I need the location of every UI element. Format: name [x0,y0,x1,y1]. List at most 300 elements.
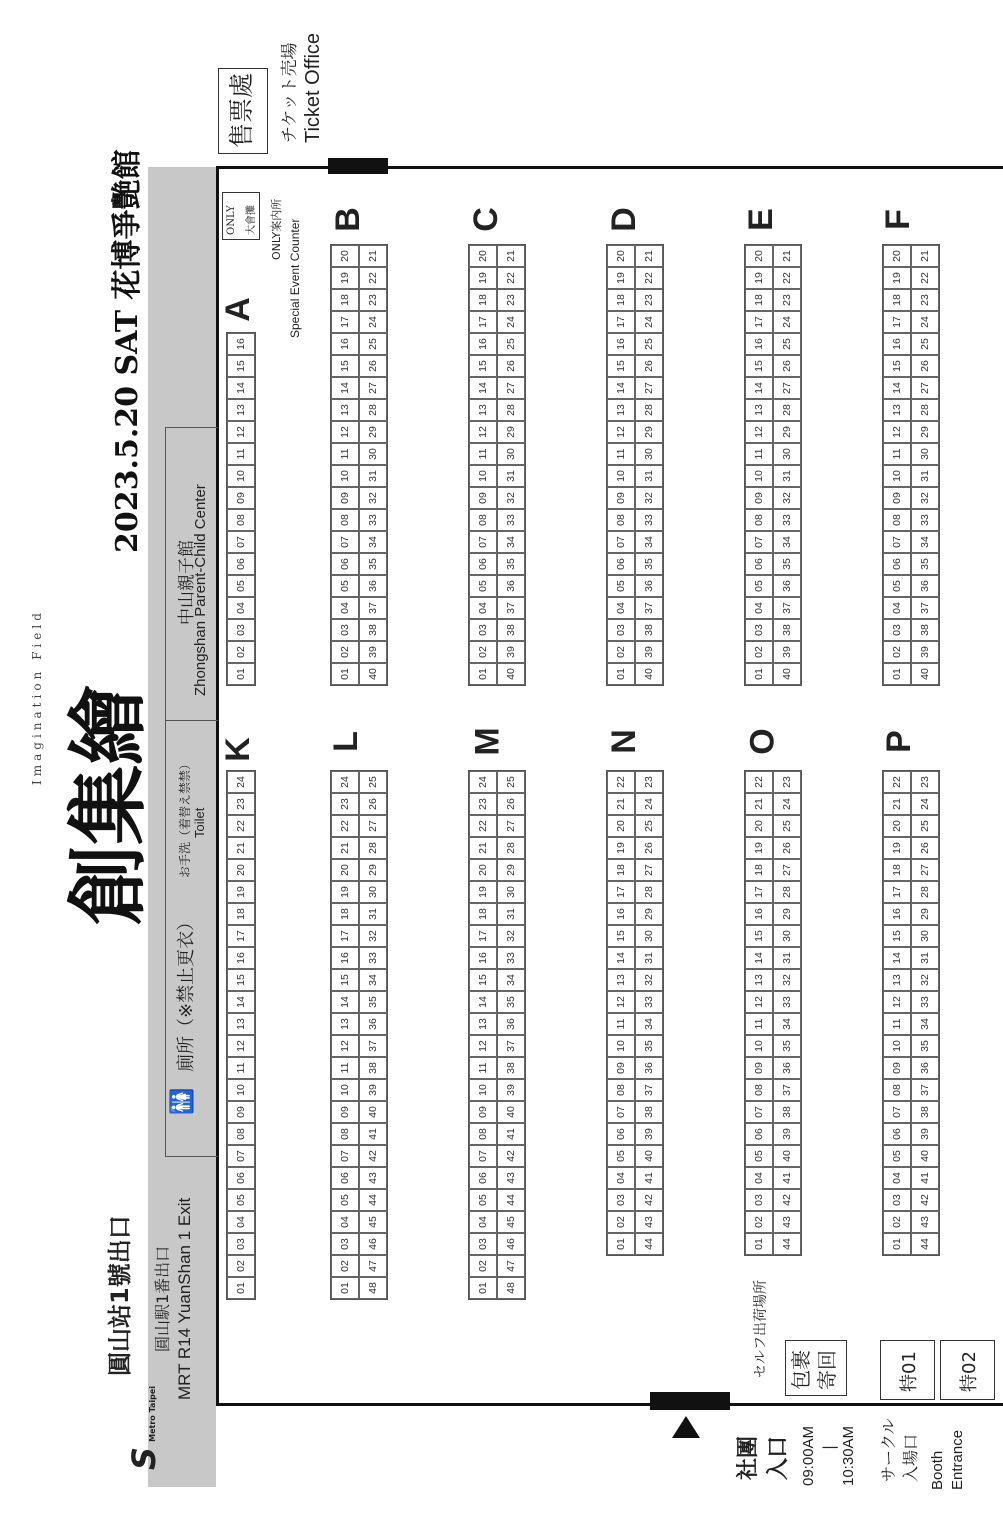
booth-cell[interactable]: 33 [911,509,939,531]
booth-cell[interactable]: 07 [331,531,359,553]
booth-cell[interactable]: 20 [883,815,911,837]
booth-cell[interactable]: 10 [883,465,911,487]
booth-cell[interactable]: 07 [607,1101,635,1123]
booth-cell[interactable]: 09 [607,487,635,509]
booth-cell[interactable]: 19 [469,267,497,289]
booth-cell[interactable]: 01 [745,1233,773,1255]
booth-cell[interactable]: 37 [497,1035,525,1057]
booth-cell[interactable]: 35 [773,553,801,575]
booth-cell[interactable]: 02 [745,1211,773,1233]
booth-cell[interactable]: 11 [607,1013,635,1035]
booth-cell[interactable]: 16 [469,333,497,355]
booth-cell[interactable]: 21 [773,245,801,267]
booth-cell[interactable]: 18 [469,289,497,311]
booth-cell[interactable]: 35 [497,553,525,575]
booth-cell[interactable]: 46 [359,1233,387,1255]
booth-cell[interactable]: 35 [359,553,387,575]
booth-cell[interactable]: 23 [359,289,387,311]
booth-cell[interactable]: 03 [607,619,635,641]
booth-cell[interactable]: 33 [773,509,801,531]
booth-cell[interactable]: 30 [497,443,525,465]
booth-cell[interactable]: 39 [773,641,801,663]
booth-cell[interactable]: 40 [773,663,801,685]
booth-cell[interactable]: 03 [745,619,773,641]
booth-cell[interactable]: 11 [607,443,635,465]
booth-cell[interactable]: 32 [773,487,801,509]
booth-cell[interactable]: 15 [227,355,255,377]
booth-cell[interactable]: 40 [911,663,939,685]
booth-cell[interactable]: 08 [331,509,359,531]
booth-cell[interactable]: 01 [469,1277,497,1299]
booth-cell[interactable]: 33 [359,947,387,969]
booth-cell[interactable]: 26 [635,355,663,377]
booth-cell[interactable]: 11 [883,443,911,465]
booth-cell[interactable]: 26 [635,837,663,859]
booth-cell[interactable]: 24 [359,311,387,333]
booth-cell[interactable]: 43 [359,1167,387,1189]
booth-cell[interactable]: 03 [227,619,255,641]
booth-cell[interactable]: 20 [883,245,911,267]
booth-cell[interactable]: 28 [359,837,387,859]
booth-cell[interactable]: 47 [359,1255,387,1277]
booth-cell[interactable]: 01 [227,1277,255,1299]
booth-cell[interactable]: 38 [497,619,525,641]
booth-cell[interactable]: 03 [607,1189,635,1211]
booth-cell[interactable]: 15 [331,969,359,991]
booth-cell[interactable]: 06 [883,553,911,575]
booth-cell[interactable]: 14 [227,991,255,1013]
booth-cell[interactable]: 06 [745,1123,773,1145]
booth-cell[interactable]: 28 [773,399,801,421]
booth-cell[interactable]: 35 [635,1035,663,1057]
booth-cell[interactable]: 14 [745,377,773,399]
booth-cell[interactable]: 25 [773,815,801,837]
booth-cell[interactable]: 14 [469,377,497,399]
booth-cell[interactable]: 47 [497,1255,525,1277]
booth-cell[interactable]: 13 [745,399,773,421]
booth-cell[interactable]: 17 [227,925,255,947]
booth-cell[interactable]: 09 [607,1057,635,1079]
booth-cell[interactable]: 30 [497,881,525,903]
booth-cell[interactable]: 12 [607,421,635,443]
booth-cell[interactable]: 24 [331,771,359,793]
booth-cell[interactable]: 05 [607,1145,635,1167]
booth-cell[interactable]: 32 [497,925,525,947]
booth-cell[interactable]: 05 [607,575,635,597]
booth-cell[interactable]: 40 [635,663,663,685]
booth-cell[interactable]: 06 [469,553,497,575]
booth-cell[interactable]: 27 [911,377,939,399]
booth-cell[interactable]: 15 [883,355,911,377]
booth-cell[interactable]: 37 [635,597,663,619]
booth-cell[interactable]: 07 [331,1145,359,1167]
booth-cell[interactable]: 12 [883,421,911,443]
booth-cell[interactable]: 02 [607,641,635,663]
booth-cell[interactable]: 09 [331,1101,359,1123]
booth-cell[interactable]: 01 [745,663,773,685]
booth-cell[interactable]: 29 [635,903,663,925]
booth-cell[interactable]: 13 [331,399,359,421]
booth-cell[interactable]: 22 [497,267,525,289]
booth-cell[interactable]: 42 [773,1189,801,1211]
booth-cell[interactable]: 24 [635,793,663,815]
booth-cell[interactable]: 16 [607,903,635,925]
booth-cell[interactable]: 22 [469,815,497,837]
booth-cell[interactable]: 18 [331,289,359,311]
booth-cell[interactable]: 02 [331,1255,359,1277]
booth-cell[interactable]: 27 [635,859,663,881]
booth-cell[interactable]: 02 [883,1211,911,1233]
booth-cell[interactable]: 18 [745,859,773,881]
booth-cell[interactable]: 06 [607,1123,635,1145]
booth-cell[interactable]: 01 [883,663,911,685]
booth-cell[interactable]: 09 [745,487,773,509]
booth-cell[interactable]: 26 [773,355,801,377]
booth-cell[interactable]: 36 [911,575,939,597]
booth-cell[interactable]: 05 [469,575,497,597]
booth-cell[interactable]: 28 [497,837,525,859]
booth-cell[interactable]: 20 [607,245,635,267]
booth-cell[interactable]: 02 [331,641,359,663]
booth-cell[interactable]: 09 [469,487,497,509]
booth-cell[interactable]: 11 [227,1057,255,1079]
booth-cell[interactable]: 01 [607,1233,635,1255]
booth-cell[interactable]: 16 [469,947,497,969]
booth-cell[interactable]: 21 [911,245,939,267]
booth-cell[interactable]: 29 [497,421,525,443]
booth-cell[interactable]: 18 [883,289,911,311]
booth-cell[interactable]: 28 [911,399,939,421]
booth-cell[interactable]: 23 [635,771,663,793]
booth-cell[interactable]: 41 [773,1167,801,1189]
booth-cell[interactable]: 38 [773,619,801,641]
booth-cell[interactable]: 09 [745,1057,773,1079]
booth-cell[interactable]: 43 [497,1167,525,1189]
booth-cell[interactable]: 07 [607,531,635,553]
booth-cell[interactable]: 35 [497,991,525,1013]
booth-cell[interactable]: 16 [883,903,911,925]
booth-cell[interactable]: 36 [497,1013,525,1035]
booth-cell[interactable]: 24 [497,311,525,333]
booth-cell[interactable]: 34 [359,969,387,991]
booth-cell[interactable]: 29 [635,421,663,443]
booth-cell[interactable]: 09 [883,1057,911,1079]
booth-cell[interactable]: 45 [497,1211,525,1233]
booth-cell[interactable]: 03 [227,1233,255,1255]
booth-cell[interactable]: 04 [227,597,255,619]
booth-cell[interactable]: 37 [497,597,525,619]
booth-cell[interactable]: 30 [911,925,939,947]
booth-cell[interactable]: 30 [359,443,387,465]
booth-cell[interactable]: 02 [469,1255,497,1277]
booth-cell[interactable]: 34 [635,1013,663,1035]
booth-cell[interactable]: 12 [469,421,497,443]
booth-cell[interactable]: 15 [745,925,773,947]
booth-cell[interactable]: 29 [359,421,387,443]
booth-cell[interactable]: 12 [227,1035,255,1057]
booth-cell[interactable]: 26 [911,355,939,377]
booth-cell[interactable]: 26 [497,793,525,815]
booth-cell[interactable]: 31 [635,465,663,487]
booth-cell[interactable]: 18 [227,903,255,925]
booth-cell[interactable]: 24 [773,793,801,815]
booth-cell[interactable]: 04 [745,1167,773,1189]
booth-cell[interactable]: 13 [227,399,255,421]
booth-cell[interactable]: 40 [773,1145,801,1167]
booth-cell[interactable]: 43 [911,1211,939,1233]
booth-cell[interactable]: 30 [773,443,801,465]
booth-cell[interactable]: 15 [607,355,635,377]
booth-cell[interactable]: 32 [359,925,387,947]
booth-cell[interactable]: 04 [607,597,635,619]
booth-cell[interactable]: 06 [227,553,255,575]
booth-cell[interactable]: 05 [745,575,773,597]
booth-cell[interactable]: 19 [227,881,255,903]
booth-cell[interactable]: 28 [635,881,663,903]
booth-cell[interactable]: 38 [635,619,663,641]
booth-cell[interactable]: 16 [883,333,911,355]
booth-cell[interactable]: 23 [227,793,255,815]
booth-cell[interactable]: 18 [607,289,635,311]
booth-cell[interactable]: 08 [227,1123,255,1145]
booth-cell[interactable]: 12 [469,1035,497,1057]
booth-cell[interactable]: 10 [469,1079,497,1101]
booth-cell[interactable]: 25 [911,815,939,837]
booth-cell[interactable]: 32 [359,487,387,509]
booth-cell[interactable]: 39 [635,1123,663,1145]
booth-cell[interactable]: 06 [227,1167,255,1189]
booth-cell[interactable]: 05 [883,1145,911,1167]
booth-cell[interactable]: 10 [607,1035,635,1057]
booth-cell[interactable]: 17 [883,881,911,903]
booth-cell[interactable]: 43 [773,1211,801,1233]
booth-cell[interactable]: 35 [773,1035,801,1057]
booth-cell[interactable]: 05 [227,1189,255,1211]
booth-cell[interactable]: 33 [911,991,939,1013]
booth-cell[interactable]: 07 [227,531,255,553]
booth-cell[interactable]: 21 [745,793,773,815]
booth-cell[interactable]: 31 [773,947,801,969]
booth-cell[interactable]: 39 [497,1079,525,1101]
booth-cell[interactable]: 05 [745,1145,773,1167]
booth-cell[interactable]: 16 [745,333,773,355]
booth-cell[interactable]: 12 [331,1035,359,1057]
booth-cell[interactable]: 01 [469,663,497,685]
booth-cell[interactable]: 07 [745,531,773,553]
booth-cell[interactable]: 16 [331,333,359,355]
booth-cell[interactable]: 18 [883,859,911,881]
booth-cell[interactable]: 18 [469,903,497,925]
booth-cell[interactable]: 24 [227,771,255,793]
booth-cell[interactable]: 38 [635,1101,663,1123]
booth-cell[interactable]: 08 [469,509,497,531]
booth-cell[interactable]: 33 [635,991,663,1013]
booth-cell[interactable]: 02 [607,1211,635,1233]
booth-cell[interactable]: 14 [883,947,911,969]
booth-cell[interactable]: 38 [773,1101,801,1123]
booth-cell[interactable]: 15 [469,969,497,991]
booth-cell[interactable]: 19 [331,267,359,289]
booth-cell[interactable]: 35 [359,991,387,1013]
booth-cell[interactable]: 02 [227,641,255,663]
booth-cell[interactable]: 16 [745,903,773,925]
booth-cell[interactable]: 30 [773,925,801,947]
booth-cell[interactable]: 22 [911,267,939,289]
booth-cell[interactable]: 40 [497,663,525,685]
booth-cell[interactable]: 37 [359,597,387,619]
booth-cell[interactable]: 38 [359,619,387,641]
booth-cell[interactable]: 01 [227,663,255,685]
booth-cell[interactable]: 16 [227,333,255,355]
booth-cell[interactable]: 23 [635,289,663,311]
booth-cell[interactable]: 42 [497,1145,525,1167]
booth-cell[interactable]: 10 [331,465,359,487]
booth-cell[interactable]: 19 [883,267,911,289]
booth-cell[interactable]: 17 [607,881,635,903]
booth-cell[interactable]: 42 [359,1145,387,1167]
booth-cell[interactable]: 02 [227,1255,255,1277]
booth-cell[interactable]: 03 [469,619,497,641]
booth-cell[interactable]: 01 [331,663,359,685]
booth-cell[interactable]: 20 [469,859,497,881]
booth-cell[interactable]: 25 [773,333,801,355]
booth-cell[interactable]: 25 [359,771,387,793]
booth-cell[interactable]: 13 [227,1013,255,1035]
booth-cell[interactable]: 28 [635,399,663,421]
booth-cell[interactable]: 48 [497,1277,525,1299]
booth-cell[interactable]: 13 [469,399,497,421]
booth-cell[interactable]: 09 [227,1101,255,1123]
booth-cell[interactable]: 19 [607,267,635,289]
booth-cell[interactable]: 27 [635,377,663,399]
booth-cell[interactable]: 13 [883,969,911,991]
booth-cell[interactable]: 21 [359,245,387,267]
booth-cell[interactable]: 05 [469,1189,497,1211]
booth-cell[interactable]: 09 [227,487,255,509]
booth-cell[interactable]: 15 [227,969,255,991]
booth-cell[interactable]: 06 [331,1167,359,1189]
booth-cell[interactable]: 04 [607,1167,635,1189]
booth-cell[interactable]: 15 [883,925,911,947]
booth-cell[interactable]: 34 [497,969,525,991]
booth-cell[interactable]: 03 [331,619,359,641]
booth-cell[interactable]: 35 [911,1035,939,1057]
booth-cell[interactable]: 25 [635,815,663,837]
booth-cell[interactable]: 01 [883,1233,911,1255]
booth-cell[interactable]: 27 [359,377,387,399]
booth-cell[interactable]: 04 [469,1211,497,1233]
booth-cell[interactable]: 20 [607,815,635,837]
booth-cell[interactable]: 34 [497,531,525,553]
booth-cell[interactable]: 17 [469,311,497,333]
booth-cell[interactable]: 36 [911,1057,939,1079]
booth-cell[interactable]: 06 [607,553,635,575]
booth-cell[interactable]: 25 [497,771,525,793]
booth-cell[interactable]: 27 [497,377,525,399]
booth-cell[interactable]: 27 [911,859,939,881]
booth-cell[interactable]: 08 [883,509,911,531]
booth-cell[interactable]: 20 [331,245,359,267]
booth-cell[interactable]: 10 [227,465,255,487]
booth-cell[interactable]: 06 [469,1167,497,1189]
booth-cell[interactable]: 31 [497,465,525,487]
booth-cell[interactable]: 07 [883,1101,911,1123]
booth-cell[interactable]: 11 [745,1013,773,1035]
booth-cell[interactable]: 06 [331,553,359,575]
booth-cell[interactable]: 39 [773,1123,801,1145]
booth-cell[interactable]: 11 [227,443,255,465]
booth-cell[interactable]: 36 [359,575,387,597]
booth-cell[interactable]: 26 [773,837,801,859]
booth-cell[interactable]: 25 [911,333,939,355]
booth-cell[interactable]: 22 [331,815,359,837]
booth-cell[interactable]: 10 [745,1035,773,1057]
booth-cell[interactable]: 10 [331,1079,359,1101]
booth-cell[interactable]: 29 [773,903,801,925]
booth-cell[interactable]: 08 [745,1079,773,1101]
booth-cell[interactable]: 17 [745,881,773,903]
booth-cell[interactable]: 28 [359,399,387,421]
booth-cell[interactable]: 25 [359,333,387,355]
booth-cell[interactable]: 21 [635,245,663,267]
booth-cell[interactable]: 20 [331,859,359,881]
booth-cell[interactable]: 15 [745,355,773,377]
booth-cell[interactable]: 22 [359,267,387,289]
booth-cell[interactable]: 29 [911,903,939,925]
booth-cell[interactable]: 38 [911,1101,939,1123]
booth-cell[interactable]: 04 [331,597,359,619]
booth-cell[interactable]: 07 [883,531,911,553]
booth-cell[interactable]: 12 [227,421,255,443]
booth-cell[interactable]: 10 [227,1079,255,1101]
booth-cell[interactable]: 31 [497,903,525,925]
booth-cell[interactable]: 28 [773,881,801,903]
booth-cell[interactable]: 30 [359,881,387,903]
booth-cell[interactable]: 12 [607,991,635,1013]
booth-cell[interactable]: 03 [331,1233,359,1255]
booth-cell[interactable]: 23 [911,289,939,311]
booth-cell[interactable]: 29 [359,859,387,881]
booth-cell[interactable]: 44 [635,1233,663,1255]
booth-cell[interactable]: 34 [773,1013,801,1035]
booth-cell[interactable]: 04 [331,1211,359,1233]
booth-cell[interactable]: 14 [331,991,359,1013]
booth-cell[interactable]: 34 [773,531,801,553]
booth-cell[interactable]: 29 [773,421,801,443]
booth-cell[interactable]: 29 [497,859,525,881]
booth-cell[interactable]: 46 [497,1233,525,1255]
booth-cell[interactable]: 31 [359,903,387,925]
booth-cell[interactable]: 19 [745,267,773,289]
booth-cell[interactable]: 41 [497,1123,525,1145]
booth-cell[interactable]: 39 [635,641,663,663]
booth-cell[interactable]: 32 [773,969,801,991]
booth-cell[interactable]: 04 [227,1211,255,1233]
booth-cell[interactable]: 25 [635,333,663,355]
booth-cell[interactable]: 13 [607,969,635,991]
booth-cell[interactable]: 40 [359,663,387,685]
booth-cell[interactable]: 14 [331,377,359,399]
booth-cell[interactable]: 04 [745,597,773,619]
booth-cell[interactable]: 37 [911,1079,939,1101]
booth-cell[interactable]: 26 [359,355,387,377]
booth-cell[interactable]: 14 [469,991,497,1013]
booth-cell[interactable]: 12 [745,991,773,1013]
booth-cell[interactable]: 40 [497,1101,525,1123]
booth-cell[interactable]: 33 [773,991,801,1013]
booth-cell[interactable]: 15 [331,355,359,377]
booth-cell[interactable]: 37 [359,1035,387,1057]
